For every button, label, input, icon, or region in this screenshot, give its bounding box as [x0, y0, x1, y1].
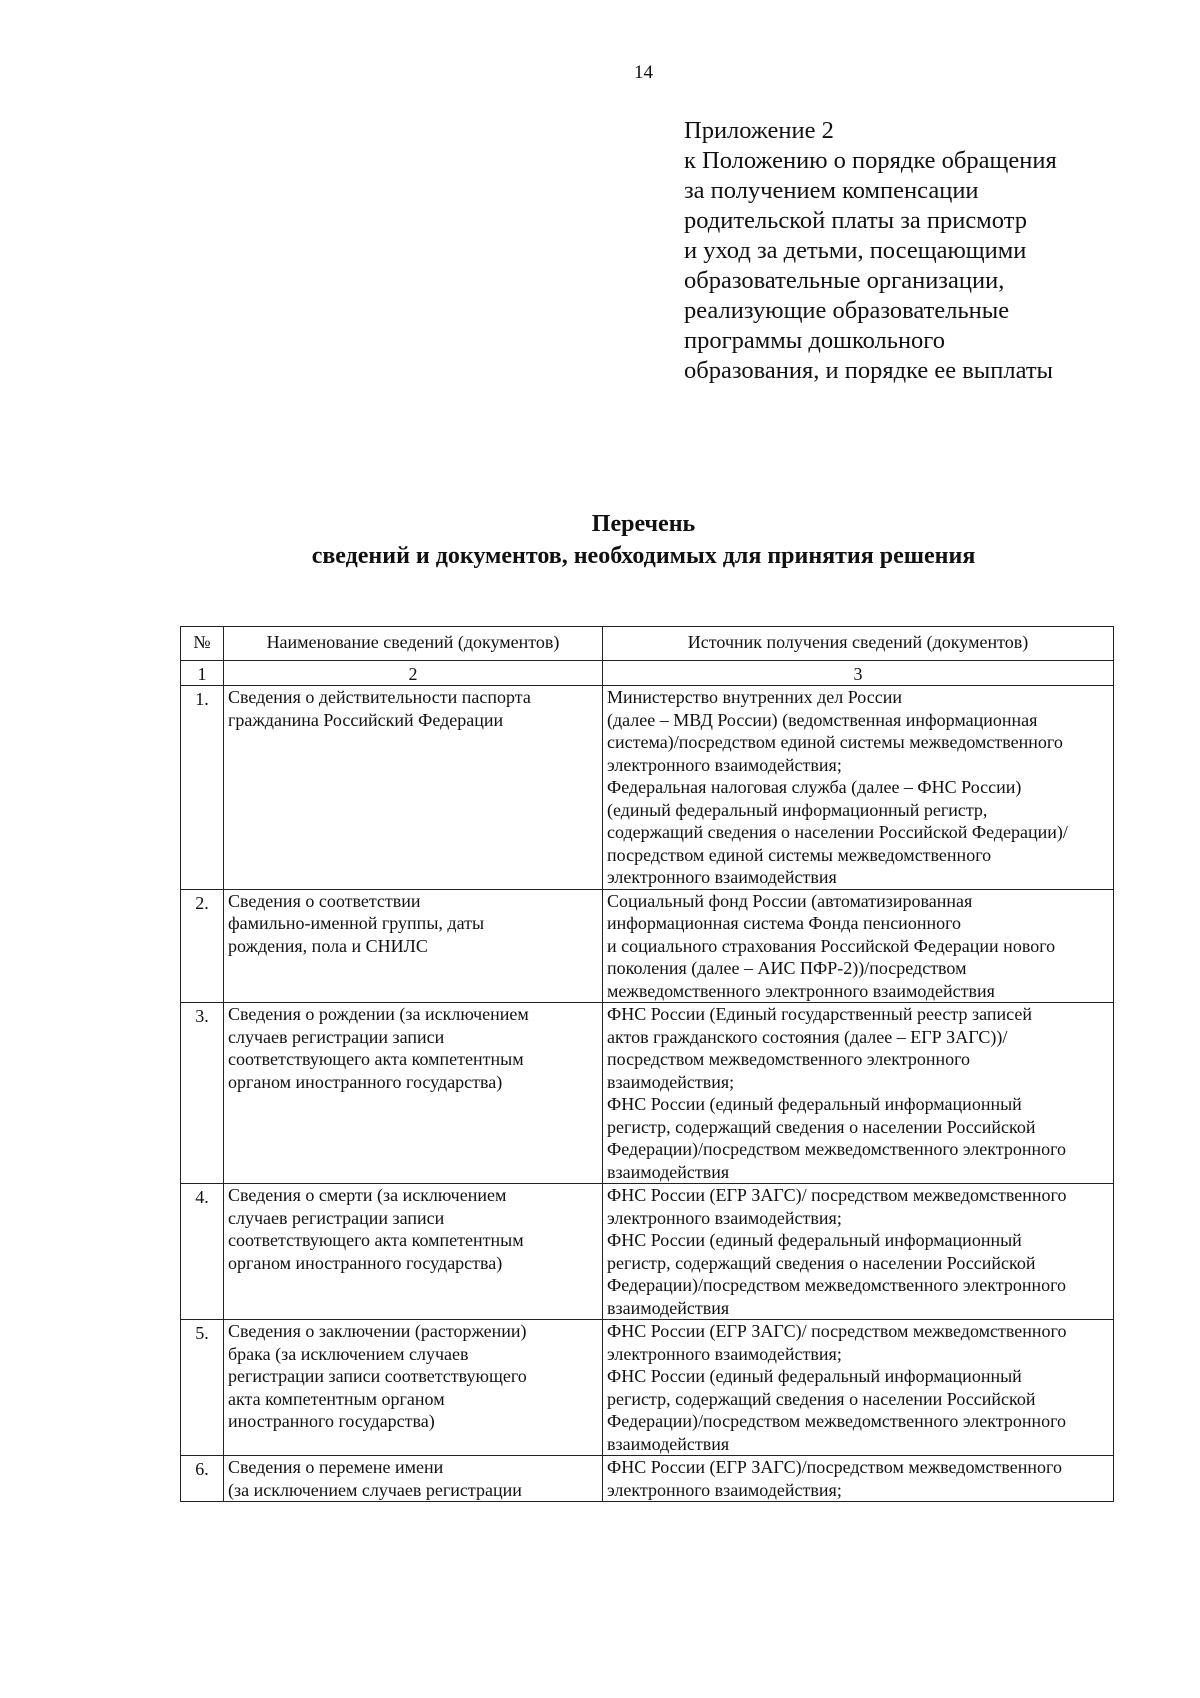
name-line: соответствующего акта компетентным	[228, 1049, 524, 1069]
name-line: органом иностранного государства)	[228, 1252, 503, 1273]
source-line: Федерации)/посредством межведомственного электронного	[607, 1411, 1067, 1431]
name-line: рождения, пола и СНИЛС	[228, 935, 428, 956]
name-line: Сведения о соответствии	[228, 890, 421, 911]
source-line: электронного взаимодействия;	[607, 1207, 842, 1228]
row-name-cell	[224, 1456, 603, 1502]
source-line: поколения (далее – АИС ПФР-2))/посредством	[607, 958, 967, 978]
source-line: электронного взаимодействия;	[607, 754, 842, 775]
source-line: межведомственного электронного взаимодействия	[607, 980, 995, 1001]
source-line: регистр, содержащий сведения о населении Российской	[607, 1252, 1036, 1273]
source-line: взаимодействия	[607, 1433, 730, 1454]
appendix-line: Приложение 2	[684, 117, 834, 144]
title-line-2: сведений и документов, необходимых для принятия решения	[311, 543, 976, 569]
row-number: 1.	[181, 686, 224, 890]
source-line: электронного взаимодействия;	[607, 1479, 842, 1500]
name-line: случаев регистрации записи	[228, 1207, 445, 1228]
header-name: Наименование сведений (документов)	[224, 627, 603, 661]
table-row	[181, 686, 1114, 890]
column-number: 3	[603, 660, 1114, 686]
appendix-line: и уход за детьми, посещающими	[684, 237, 1027, 264]
source-line: регистр, содержащий сведения о населении Российской	[607, 1388, 1036, 1409]
appendix-line: образования, и порядке ее выплаты	[684, 357, 1054, 384]
table-header-row	[181, 627, 1114, 661]
source-line: актов гражданского состояния (далее – ЕГР ЗАГС))/	[607, 1026, 1008, 1047]
row-name-cell	[224, 686, 603, 890]
source-line: взаимодействия;	[607, 1071, 735, 1092]
source-line: (единый федеральный информационный регистр,	[607, 799, 988, 820]
name-line: случаев регистрации записи	[228, 1026, 445, 1047]
source-line: Федеральная налоговая служба (далее – ФНС России)	[607, 777, 1022, 797]
name-line: Сведения о рождении (за исключением	[228, 1004, 529, 1024]
row-number: 5.	[181, 1320, 224, 1456]
source-line: ФНС России (единый федеральный информационный	[607, 1094, 1022, 1114]
page-number: 14	[634, 62, 653, 83]
source-line: ФНС России (ЕГР ЗАГС)/посредством межведомственного	[607, 1457, 1062, 1477]
appendix-line: программы дошкольного	[684, 327, 945, 354]
name-line: органом иностранного государства)	[228, 1071, 503, 1092]
name-line: гражданина Российский Федерации	[228, 709, 504, 730]
source-line: взаимодействия	[607, 1297, 730, 1318]
source-line: посредством межведомственного электронного	[607, 1049, 971, 1069]
name-line: (за исключением случаев регистрации	[228, 1479, 522, 1500]
source-line: ФНС России (ЕГР ЗАГС)/ посредством межведомственного	[607, 1185, 1067, 1205]
row-source-cell	[603, 1456, 1114, 1502]
appendix-line: реализующие образовательные	[684, 297, 1010, 324]
column-numbers-row	[181, 660, 1114, 686]
source-line: регистр, содержащий сведения о населении Российской	[607, 1116, 1036, 1137]
row-number: 2.	[181, 889, 224, 1003]
row-source-cell	[603, 889, 1114, 1003]
appendix-line: образовательные организации,	[684, 267, 1005, 294]
table-row	[181, 1003, 1114, 1184]
row-name-cell	[224, 1184, 603, 1320]
name-line: акта компетентным органом	[228, 1388, 445, 1409]
header-num: №	[181, 627, 224, 661]
appendix-line: к Положению о порядке обращения	[684, 147, 1057, 174]
documents-table	[180, 626, 1114, 1502]
source-line: ФНС России (единый федеральный информационный	[607, 1230, 1022, 1250]
name-line: соответствующего акта компетентным	[228, 1230, 524, 1250]
appendix-line: за получением компенсации	[684, 177, 979, 204]
table-row	[181, 1456, 1114, 1502]
source-line: (далее – МВД России) (ведомственная информационная	[607, 709, 1038, 730]
name-line: Сведения о действительности паспорта	[228, 687, 531, 707]
row-source-cell	[603, 1184, 1114, 1320]
name-line: брака (за исключением случаев	[228, 1343, 469, 1364]
source-line: Социальный фонд России (автоматизированная	[607, 890, 973, 911]
source-line: информационная система Фонда пенсионного	[607, 913, 962, 933]
source-line: посредством единой системы межведомственного	[607, 844, 992, 865]
row-source-cell	[603, 686, 1114, 890]
row-number: 3.	[181, 1003, 224, 1184]
title-line-1: Перечень	[591, 511, 696, 537]
appendix-block	[684, 116, 1144, 386]
source-line: ФНС России (Единый государственный реестр записей	[607, 1004, 1032, 1024]
source-line: содержащий сведения о населении Российской Федерации)/	[607, 822, 1068, 842]
source-line: электронного взаимодействия;	[607, 1343, 842, 1364]
row-name-cell	[224, 889, 603, 1003]
document-title	[0, 508, 1200, 572]
name-line: Сведения о заключении (расторжении)	[228, 1321, 527, 1341]
column-number: 2	[224, 660, 603, 686]
name-line: Сведения о перемене имени	[228, 1457, 444, 1477]
source-line: Федерации)/посредством межведомственного электронного	[607, 1275, 1067, 1295]
name-line: иностранного государства)	[228, 1411, 435, 1431]
source-line: электронного взаимодействия	[607, 867, 837, 887]
row-name-cell	[224, 1320, 603, 1456]
table-row	[181, 1320, 1114, 1456]
source-line: взаимодействия	[607, 1161, 730, 1182]
row-number: 6.	[181, 1456, 224, 1502]
name-line: Сведения о смерти (за исключением	[228, 1185, 507, 1205]
source-line: ФНС России (ЕГР ЗАГС)/ посредством межведомственного	[607, 1321, 1067, 1341]
name-line: фамильно-именной группы, даты	[228, 913, 485, 933]
column-number: 1	[181, 660, 224, 686]
row-source-cell	[603, 1320, 1114, 1456]
row-source-cell	[603, 1003, 1114, 1184]
header-source: Источник получения сведений (документов)	[603, 627, 1114, 661]
appendix-line: родительской платы за присмотр	[684, 207, 1027, 234]
table-row	[181, 889, 1114, 1003]
name-line: регистрации записи соответствующего	[228, 1366, 527, 1386]
table-row	[181, 1184, 1114, 1320]
source-line: Федерации)/посредством межведомственного электронного	[607, 1139, 1067, 1159]
row-name-cell	[224, 1003, 603, 1184]
source-line: и социального страхования Российской Федерации нового	[607, 935, 1056, 956]
source-line: ФНС России (единый федеральный информационный	[607, 1366, 1022, 1386]
source-line: Министерство внутренних дел России	[607, 687, 902, 707]
source-line: система)/посредством единой системы межведомственного	[607, 732, 1063, 752]
row-number: 4.	[181, 1184, 224, 1320]
table-body	[181, 627, 1114, 1502]
